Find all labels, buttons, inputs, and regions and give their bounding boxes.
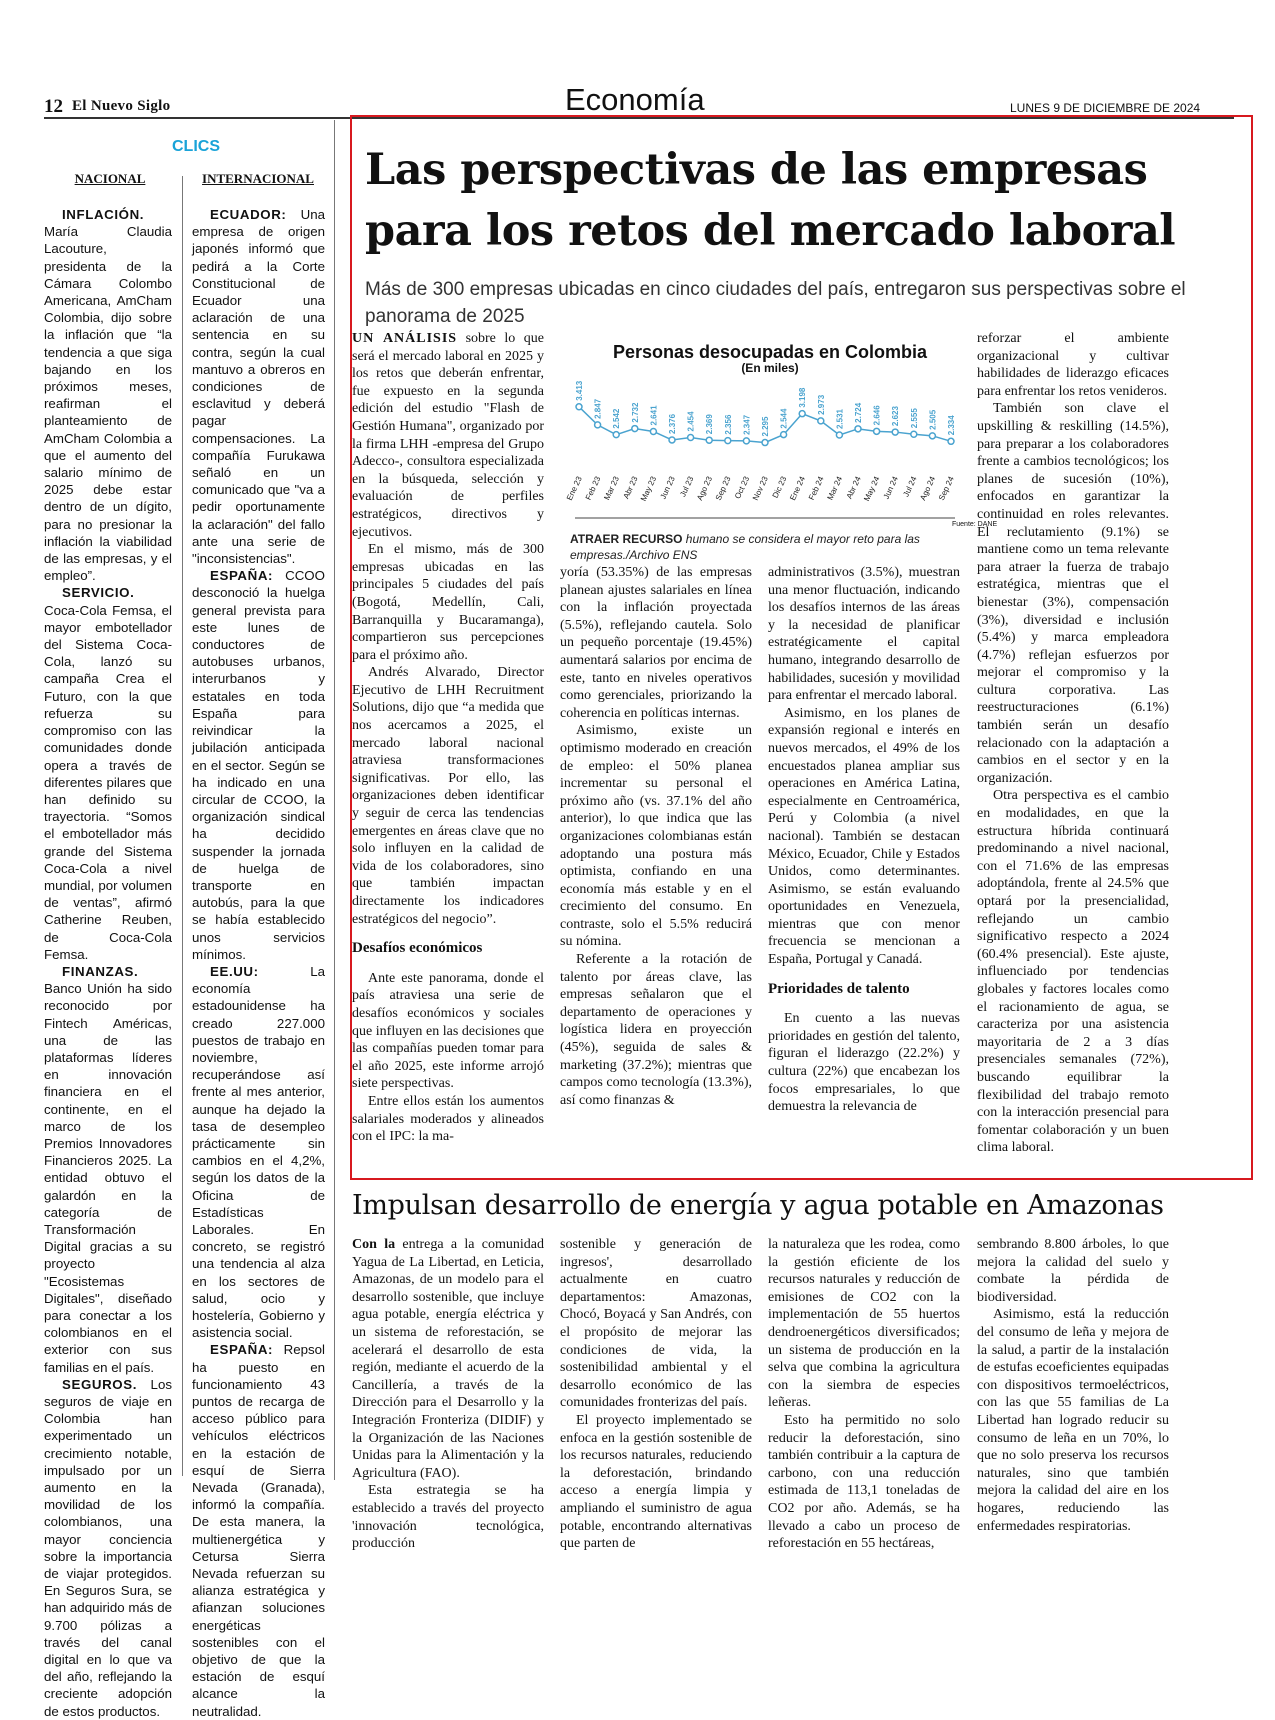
x-tick-label: Dic 23 bbox=[770, 475, 789, 500]
data-point bbox=[799, 411, 805, 417]
x-tick-label: Feb 23 bbox=[583, 475, 603, 502]
brief-item: SERVICIO. Coca-Cola Femsa, el mayor embotellador del Sistema Coca-Cola, lanzó su campaña Crea el Futuro, con la que refuerza su compromiso con las comunidades donde opera a través de diferentes pilares que han definido su trayectoria. “Somos el embotellador más grande del Sistema Coca-Cola a nivel mundial, por volumen de ventas”, afirmó Catherine Reuben, de Coca-Cola Femsa. bbox=[44, 585, 172, 962]
paragraph: Referente a la rotación de talento por áreas clave, las empresas señalaron que el departamento de operaciones y logística lidera en proyección (45%), seguida de sales & marketing (37.2%); mientras que campos como tecnología (13.3%), así como finanzas & bbox=[560, 952, 752, 1108]
x-tick-label: Jun 24 bbox=[881, 475, 901, 501]
data-point bbox=[948, 438, 954, 444]
x-tick-label: Ago 24 bbox=[918, 475, 938, 502]
data-label: 2.544 bbox=[779, 408, 789, 429]
data-label: 2.542 bbox=[612, 408, 622, 429]
data-label: 2.376 bbox=[668, 413, 677, 434]
data-label: 2.369 bbox=[705, 414, 715, 435]
brief-item: FINANZAS. Banco Unión ha sido reconocido por Fintech Américas, una de las plataformas líderes en innovación financiera en el continente, en el marco de los Premios Innovadores Financieros 2025. La entidad obtuvo el galardón en la categoría de Transformación Digital gracias a su proyecto "Ecosistemas Digitales", diseñado para conectar a los colombianos en el exterior con sus familias en el país. bbox=[44, 963, 172, 1375]
data-label: 2.454 bbox=[686, 411, 696, 432]
paragraph: Ante este panorama, donde el país atraviesa una serie de desafíos económicos y sociales que influyen en las decisiones que las compañías pueden tomar para el año 2025, este informe arrojó siete perspectivas. bbox=[352, 970, 544, 1092]
photo-caption: ATRAER RECURSO humano se considera el mayor reto para las empresas./Archivo ENS bbox=[570, 532, 920, 562]
x-tick-label: Oct 23 bbox=[733, 475, 752, 501]
paragraph: Asimismo, está la reducción del consumo de leña y mejora de la salud, a partir de la instalación de estufas ecoeficientes equipadas con dispositivos termoeléctricos, con las que 55 familias de La Libertad han logrado reducir su consumo de leña en un 70%, lo que no solo preserva los recursos naturales, sino que también mejora la calidad del aire en los hogares, reduciendo las enfermedades respiratorias. bbox=[977, 1307, 1169, 1534]
issue-date: LUNES 9 DE DICIEMBRE DE 2024 bbox=[1010, 101, 1201, 115]
column-divider bbox=[182, 176, 183, 1476]
article2-column-2 bbox=[560, 1236, 752, 1553]
paragraph: sostenible y generación de ingresos', desarrollado actualmente en cuatro departamentos: Amazonas, Chocó, Boyacá y San Andrés, con el propósito de mejorar las condiciones de vida, la sostenibilidad ambiental y el desarrollo económico de las comunidades fronterizas del país. bbox=[560, 1237, 752, 1411]
paragraph: Otra perspectiva es el cambio en modalidades, en que la estructura híbrida continuará predominando a nivel nacional, con el 71.6% de las empresas adoptándola, frente al 24.5% que optará por la presencialidad, reflejando un cambio significativo respecto a 2024 (60.4% presencial). Este ajuste, influenciado por tendencias globales y factores locales como el racionamiento de agua, se caracteriza por una asistencia mayoritaria de 2 a 3 días presenciales semanales (72%), buscando equilibrar la flexibilidad del trabajo remoto con la interacción presencial para fomentar colaboración y un buen clima laboral. bbox=[977, 788, 1169, 1156]
x-tick-label: Jul 23 bbox=[678, 475, 696, 499]
paragraph: Con la entrega a la comunidad Yagua de La Libertad, en Leticia, Amazonas, de un modelo para el desarrollo sostenible, que incluye agua potable, energía eléctrica y un sistema de reforestación, se acelerará el desarrollo de esta región, mediante el acuerdo de la Cancillería, a través de la Dirección para el Desarrollo y la Integración Fronteriza (DIDIF) y la Organización de las Naciones Unidas para la Alimentación y la Agricultura (FAO). bbox=[352, 1237, 544, 1481]
column-divider bbox=[334, 120, 335, 1480]
brief-item: ESPAÑA: CCOO desconoció la huelga general prevista para este lunes de conductores de autobuses urbanos, interurbanos y estatales en toda España para reivindicar la jubilación anticipada en el sector. Según se ha indicado en una circular de CCOO, la organización sindical ha decidido suspender la jornada de huelga de transporte en autobús, para la que se había establecido unos servicios mínimos. bbox=[192, 568, 325, 962]
data-point bbox=[892, 429, 898, 435]
brief-item: EE.UU: La economía estadounidense ha creado 227.000 puestos de trabajo en noviembre, recuperándose así frente al mes anterior, aunque ha dejado la tasa de desempleo prácticamente sin cambios en el 4,2%, según los datos de la Oficina de Estadísticas Laborales. En concreto, se registró una tendencia al alza en los sectores de salud, ocio y hostelería, Gobierno y asistencia social. bbox=[192, 963, 325, 1341]
paragraph: Esto ha permitido no solo reducir la deforestación, sino también contribuir a la captura de carbono, con una reducción estimada de 113,1 toneladas de CO2 por año. Además, se ha llevado a cabo un proceso de reforestación en 55 hectáreas, bbox=[768, 1412, 960, 1552]
data-point bbox=[613, 432, 619, 438]
data-label: 2.555 bbox=[909, 408, 919, 429]
section-title: Economía bbox=[565, 82, 705, 117]
data-point bbox=[818, 418, 824, 424]
data-label: 2.295 bbox=[761, 416, 770, 437]
chart-subtitle: (En miles) bbox=[741, 361, 799, 375]
x-tick-label: Ene 23 bbox=[564, 475, 584, 502]
data-label: 2.356 bbox=[723, 414, 733, 435]
subheading: Desafíos económicos bbox=[352, 940, 483, 957]
x-tick-label: Abr 23 bbox=[621, 475, 640, 501]
paragraph: Entre ellos están los aumentos salariales moderados y alineados con el IPC: la ma- bbox=[352, 1093, 544, 1145]
data-point bbox=[762, 440, 768, 446]
data-label: 2.973 bbox=[816, 394, 826, 415]
data-label: 2.334 bbox=[947, 415, 956, 436]
unemployment-chart bbox=[564, 378, 965, 528]
data-label: 2.646 bbox=[872, 405, 882, 426]
brief-item: ECUADOR: Una empresa de origen japonés informó que pedirá a la Corte Constitucional de Ecuador una aclaración de una sentencia en su contra, según la cual mantuvo a obreros en condiciones de esclavitud y deberá pagar compensaciones. La compañía Furukawa señaló en un comunicado que "va a pedir oportunamente la aclaración" del fallo ante una serie de "inconsistencias". bbox=[192, 207, 325, 567]
nacional-column bbox=[44, 206, 172, 1720]
x-tick-label: Nov 23 bbox=[750, 475, 770, 502]
paragraph: Asimismo, existe un optimismo moderado en creación de empleo: el 50% planea incrementar su personal el próximo año (vs. 37.1% del año anterior), lo que indica que las organizaciones colombianas están adoptando una postura más optimista, confiando en una economía más estable y en el crecimiento del consumo. En contraste, solo el 5.5% reducirá su nómina. bbox=[560, 723, 752, 950]
x-tick-label: Ene 24 bbox=[788, 475, 808, 502]
data-point bbox=[650, 428, 656, 434]
x-tick-label: Mar 23 bbox=[602, 475, 622, 502]
data-point bbox=[632, 426, 638, 432]
data-label: 2.347 bbox=[742, 414, 752, 435]
article2-column-3 bbox=[768, 1236, 960, 1553]
data-label: 3.198 bbox=[798, 387, 808, 408]
paragraph: Asimismo, en los planes de expansión regional e interés en nuevos mercados, el 49% de los encuestados planea ampliar sus operaciones en América Latina, especialmente en Centroamérica, Perú y Colombia (a nivel nacional). También se destacan México, Ecuador, Chile y Estados Unidos, como determinantes. Asimismo, se están evaluando oportunidades en Venezuela, mientras que con menor frecuencia se mencionan a España, Portugal y Canadá. bbox=[768, 705, 960, 968]
article-column-4 bbox=[977, 330, 1169, 1157]
chart-source: Fuente: DANE bbox=[952, 521, 998, 528]
page-number: 12 bbox=[44, 96, 63, 117]
data-point bbox=[929, 433, 935, 439]
paragraph: Andrés Alvarado, Director Ejecutivo de LHH Recruitment Solutions, dijo que “a medida que nos acercamos a 2025, el mercado laboral nacional atraviesa transformaciones significativas. Por ello, las organizaciones deben identificar y seguir de cerca las tendencias emergentes en áreas clave que no solo influyen en la calidad de vida de los colaboradores, sino que también impactan directamente los indicadores estratégicos del negocio”. bbox=[352, 665, 544, 927]
clics-title: CLICS bbox=[172, 138, 220, 155]
x-tick-label: Abr 24 bbox=[844, 475, 863, 501]
data-label: 2.847 bbox=[593, 398, 603, 419]
article-column-3 bbox=[768, 564, 960, 1116]
x-tick-label: May 24 bbox=[862, 475, 882, 503]
article-headline: Las perspectivas de las empresas para los retos del mercado laboral bbox=[365, 145, 1176, 256]
data-label: 2.641 bbox=[649, 405, 659, 426]
article-column-2 bbox=[560, 564, 752, 1109]
data-label: 2.724 bbox=[854, 402, 863, 423]
paragraph: El proyecto implementado se enfoca en la gestión sostenible de los recursos naturales, reduciendo la deforestación, brindando acceso a energía limpia y ampliando el suministro de agua potable, encontrando alternativas que parten de bbox=[560, 1412, 752, 1552]
nacional-heading: NACIONAL bbox=[74, 171, 146, 186]
paragraph: En el mismo, más de 300 empresas ubicadas en las principales 5 ciudades del país (Bogotá, Medellín, Cali, Barranquilla y Bucaramanga), compartieron sus percepciones para el próximo año. bbox=[352, 542, 544, 663]
subheading: Prioridades de talento bbox=[768, 980, 910, 997]
x-tick-label: Mar 24 bbox=[825, 475, 845, 502]
x-tick-label: Sep 24 bbox=[936, 475, 956, 502]
x-tick-label: May 23 bbox=[638, 475, 659, 503]
article2-headline: Impulsan desarrollo de energía y agua potable en Amazonas bbox=[352, 1190, 1164, 1221]
paragraph: reforzar el ambiente organizacional y cultivar habilidades de liderazgo eficaces para enfrentar los retos venideros. bbox=[977, 331, 1169, 399]
data-label: 2.623 bbox=[891, 406, 901, 427]
paragraph: yoría (53.35%) de las empresas planean ajustes salariales en línea con la inflación proyectada (5.5%), reflejando cautela. Solo un pequeño porcentaje (19.45%) aumentará salarios por encima de este, tanto en niveles operativos como gerenciales, priorizando la coherencia en políticas internas. bbox=[560, 565, 752, 721]
paragraph: También son clave el upskilling & reskilling (14.5%), para preparar a los colaboradores frente a cambios tecnológicos; los planes de sucesión (10%), enfocados en garantizar la continuidad en roles relevantes. El reclutamiento (9.1%) se mantiene como un tema relevante para atraer la fuerza de trabajo estratégica, mientras que el bienestar (3%), compensación (3%), diversidad e inclusión (5.4%) y marca empleadora (4.7%) reflejan esfuerzos por mejorar el compromiso y la cultura corporativa. Las reestructuraciones (6.1%) también serán un desafío relacionado con la adaptación a cambios en el sector y en la organización. bbox=[977, 401, 1169, 786]
data-point bbox=[669, 437, 675, 443]
newspaper-name: El Nuevo Siglo bbox=[72, 98, 171, 114]
x-tick-label: Jul 24 bbox=[901, 475, 919, 499]
chart-title: Personas desocupadas en Colombia bbox=[612, 342, 928, 362]
data-point bbox=[688, 434, 694, 440]
article2-column-1 bbox=[352, 1236, 544, 1553]
paragraph: administrativos (3.5%), muestran una menor fluctuación, indicando los desafíos internos de las áreas y la necesidad de planificar estratégicamente el capital humano, integrando desarrollo de habilidades, sucesión y movilidad para enfrentar el mercado laboral. bbox=[768, 565, 960, 704]
x-tick-label: Jun 23 bbox=[658, 475, 677, 501]
brief-item: SEGUROS. Los seguros de viaje en Colombia han experimentado un crecimiento notable, impulsado por un aumento en la movilidad de los colombianos, una mayor conciencia sobre la importancia de viajar protegidos. En Seguros Sura, se han adquirido más de 9.700 pólizas a través del canal digital en lo que va del año, reflejando la creciente adopción de estos productos. bbox=[44, 1376, 172, 1719]
brief-item: INFLACIÓN. María Claudia Lacouture, presidenta de la Cámara Colombo Americana, AmCham Colombia, dijo sobre la inflación que “la tendencia a que siga bajando en los próximos meses, reafirman el planteamiento de AmCham Colombia a que el aumento del salario mínimo de 2025 debe estar dentro de un dígito, para no presionar la inflación la viabilidad de las empresas, y el empleo”. bbox=[44, 207, 172, 584]
article2-column-4 bbox=[977, 1236, 1169, 1535]
data-point bbox=[855, 426, 861, 432]
data-point bbox=[743, 438, 749, 444]
paragraph: UN ANÁLISIS sobre lo que será el mercado laboral en 2025 y los retos que deberán enfrentar, fue expuesto en la segunda edición del estudio "Flash de Gestión Humana", organizado por la firma LHH -empresa del Grupo Adecco-, consultora especializada en la búsqueda, selección y evaluación de perfiles estratégicos, directivos y ejecutivos. bbox=[352, 331, 544, 540]
article-subhead: Más de 300 empresas ubicadas en cinco ciudades del país, entregaron sus perspectivas sobre el panorama de 2025 bbox=[365, 279, 1186, 327]
paragraph: sembrando 8.800 árboles, lo que mejora la calidad del suelo y combate la pérdida de biodiversidad. bbox=[977, 1237, 1169, 1305]
data-point bbox=[911, 431, 917, 437]
data-label: 2.505 bbox=[928, 409, 938, 430]
x-tick-label: Ago 23 bbox=[695, 475, 715, 502]
brief-item: ESPAÑA: Repsol ha puesto en funcionamiento 43 puntos de recarga de acceso público para vehículos eléctricos en la estación de esquí de Sierra Nevada (Granada), informó la compañía. De esta manera, la multienergética y Cetursa Sierra Nevada refuerzan su alianza estratégica y afianzan soluciones energéticas sostenibles con el objetivo de que la estación de esquí alcance la neutralidad. bbox=[192, 1342, 325, 1719]
data-point bbox=[595, 422, 601, 428]
internacional-heading: INTERNACIONAL bbox=[202, 171, 314, 186]
paragraph: En cuento a las nuevas prioridades en gestión del talento, figuran el liderazgo (22.2%) y cultura (22%) que encabezan los focos empresariales, lo que demuestra la relevancia de bbox=[768, 1011, 960, 1115]
data-point bbox=[725, 438, 731, 444]
internacional-column bbox=[192, 206, 325, 1720]
data-label: 3.413 bbox=[575, 380, 584, 401]
article-column-1 bbox=[352, 330, 544, 1146]
data-label: 2.531 bbox=[835, 408, 845, 430]
data-point bbox=[874, 428, 880, 434]
data-point bbox=[706, 437, 712, 443]
data-label: 2.732 bbox=[630, 402, 640, 423]
paragraph: la naturaleza que les rodea, como la gestión eficiente de los recursos naturales y reducción de emisiones de CO2 con la implementación de 55 huertos dendroenergéticos diversificados; un sistema de producción en la selva que combina la agricultura con la siembra de especies leñeras. bbox=[768, 1237, 960, 1411]
x-tick-label: Sep 23 bbox=[713, 475, 733, 502]
data-point bbox=[781, 432, 787, 438]
paragraph: Esta estrategia se ha establecido a través del proyecto 'innovación tecnológica, producción bbox=[352, 1483, 544, 1552]
data-point bbox=[836, 432, 842, 438]
x-tick-label: Feb 24 bbox=[806, 475, 826, 502]
data-point bbox=[576, 404, 582, 410]
